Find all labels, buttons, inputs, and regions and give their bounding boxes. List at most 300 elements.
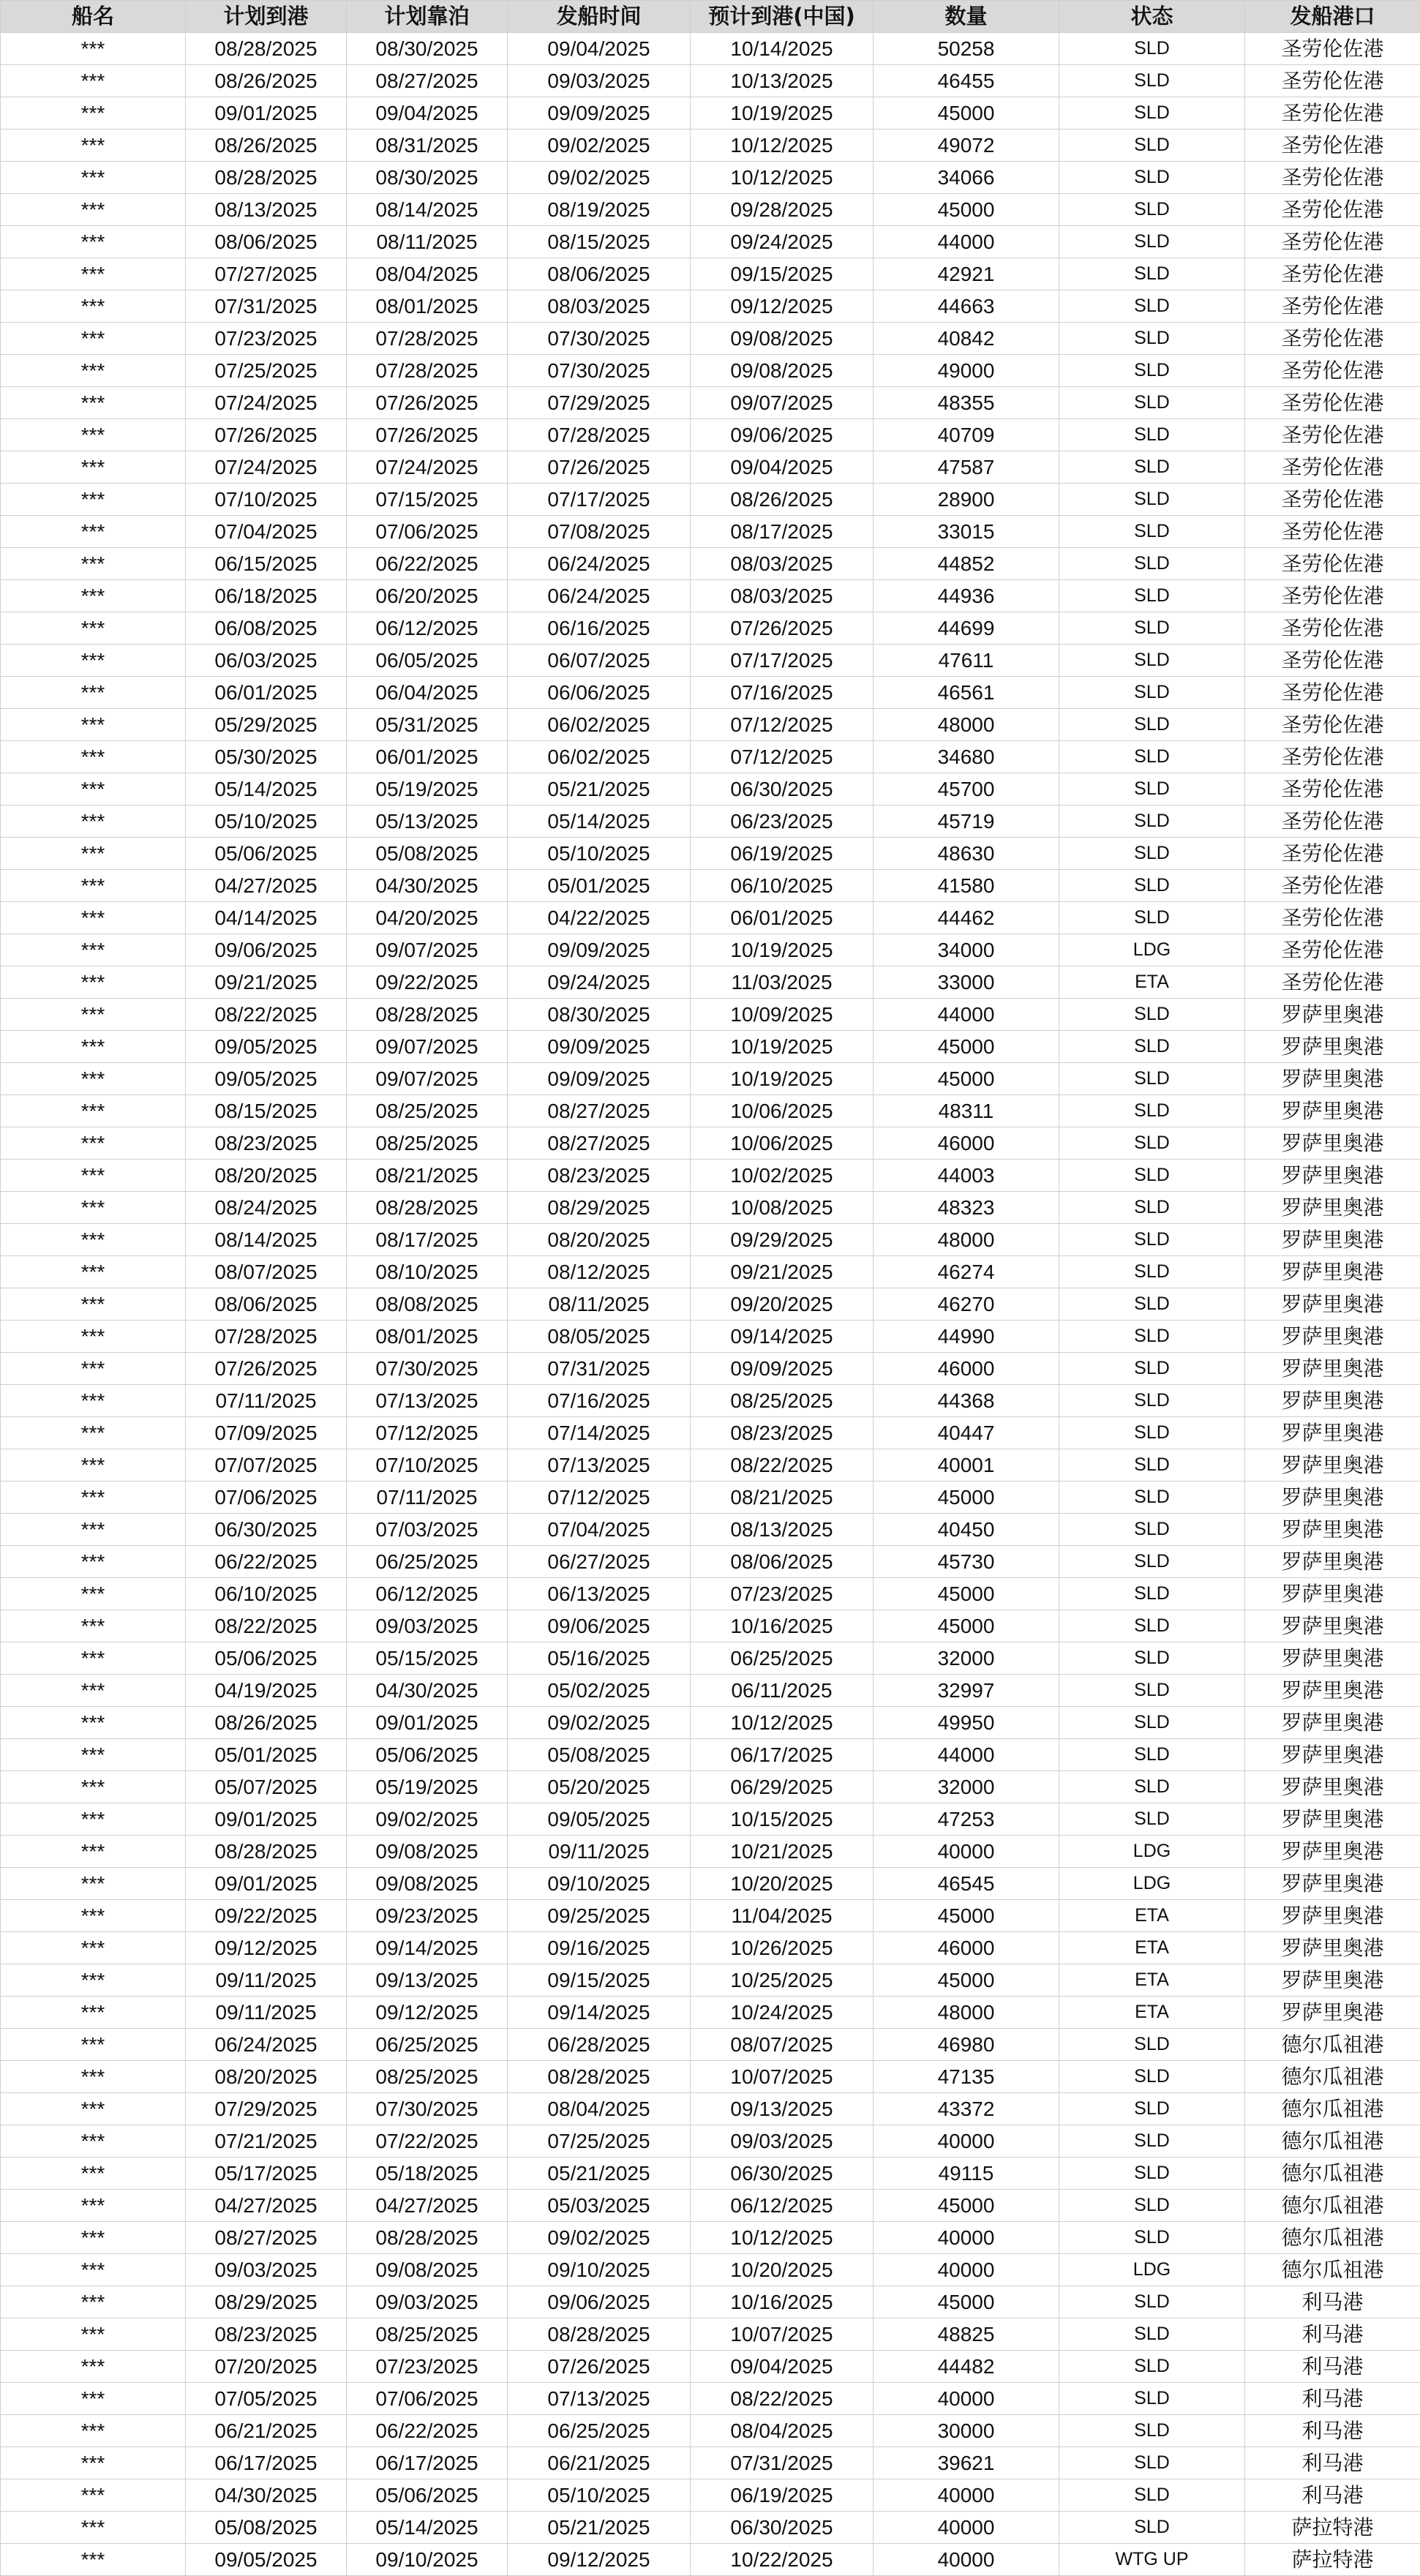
planned-berthing-cell[interactable]: 05/19/2025 [347,773,508,806]
planned-berthing-cell[interactable]: 07/06/2025 [347,516,508,548]
planned-berthing-cell[interactable]: 09/14/2025 [347,1932,508,1964]
planned-arrival-cell[interactable]: 05/17/2025 [186,2158,347,2190]
planned-arrival-cell[interactable]: 06/10/2025 [186,1578,347,1610]
planned-arrival-cell[interactable]: 07/11/2025 [186,1385,347,1417]
planned-berthing-cell[interactable]: 06/04/2025 [347,677,508,709]
eta-china-cell[interactable]: 06/17/2025 [691,1739,874,1771]
status-cell[interactable]: SLD [1059,1095,1245,1127]
planned-berthing-cell[interactable]: 06/12/2025 [347,612,508,645]
ship-name-cell[interactable]: *** [1,162,186,194]
planned-arrival-cell[interactable]: 06/15/2025 [186,548,347,580]
departure-time-cell[interactable]: 07/16/2025 [508,1385,691,1417]
eta-china-cell[interactable]: 08/03/2025 [691,548,874,580]
departure-port-cell[interactable]: 圣劳伦佐港 [1245,934,1420,966]
planned-berthing-cell[interactable]: 08/01/2025 [347,1321,508,1353]
planned-arrival-cell[interactable]: 06/30/2025 [186,1514,347,1546]
eta-china-cell[interactable]: 08/22/2025 [691,2383,874,2415]
departure-port-cell[interactable]: 圣劳伦佐港 [1245,645,1420,677]
planned-arrival-cell[interactable]: 07/23/2025 [186,323,347,355]
eta-china-cell[interactable]: 06/30/2025 [691,2158,874,2190]
quantity-cell[interactable]: 40000 [874,2512,1059,2544]
planned-berthing-cell[interactable]: 09/08/2025 [347,1836,508,1868]
table-row[interactable] [1,33,1420,65]
eta-china-cell[interactable]: 10/07/2025 [691,2061,874,2093]
departure-port-cell[interactable]: 圣劳伦佐港 [1245,870,1420,902]
quantity-cell[interactable]: 40842 [874,323,1059,355]
status-cell[interactable]: SLD [1059,1739,1245,1771]
quantity-cell[interactable]: 30000 [874,2415,1059,2447]
planned-berthing-cell[interactable]: 06/22/2025 [347,548,508,580]
eta-china-cell[interactable]: 07/16/2025 [691,677,874,709]
table-row[interactable] [1,2479,1420,2512]
eta-china-cell[interactable]: 09/28/2025 [691,194,874,226]
eta-china-cell[interactable]: 09/20/2025 [691,1288,874,1321]
table-row[interactable] [1,484,1420,516]
departure-time-cell[interactable]: 07/31/2025 [508,1353,691,1385]
eta-china-cell[interactable]: 10/12/2025 [691,162,874,194]
departure-port-cell[interactable]: 圣劳伦佐港 [1245,612,1420,645]
departure-time-cell[interactable]: 07/17/2025 [508,484,691,516]
eta-china-cell[interactable]: 11/03/2025 [691,966,874,999]
quantity-cell[interactable]: 44852 [874,548,1059,580]
ship-name-cell[interactable]: *** [1,2286,186,2318]
planned-arrival-cell[interactable]: 05/29/2025 [186,709,347,741]
departure-time-cell[interactable]: 09/06/2025 [508,1610,691,1642]
table-row[interactable] [1,934,1420,966]
departure-time-cell[interactable]: 06/21/2025 [508,2447,691,2479]
departure-time-cell[interactable]: 09/02/2025 [508,2222,691,2254]
eta-china-cell[interactable]: 08/17/2025 [691,516,874,548]
eta-china-cell[interactable]: 06/30/2025 [691,2512,874,2544]
planned-berthing-cell[interactable]: 07/30/2025 [347,1353,508,1385]
eta-china-cell[interactable]: 08/22/2025 [691,1449,874,1482]
table-row[interactable] [1,323,1420,355]
planned-berthing-cell[interactable]: 06/01/2025 [347,741,508,773]
departure-port-cell[interactable]: 圣劳伦佐港 [1245,33,1420,65]
planned-berthing-cell[interactable]: 09/22/2025 [347,966,508,999]
departure-time-cell[interactable]: 08/28/2025 [508,2061,691,2093]
ship-name-cell[interactable]: *** [1,1063,186,1095]
ship-name-cell[interactable]: *** [1,1803,186,1836]
departure-time-cell[interactable]: 07/04/2025 [508,1514,691,1546]
departure-port-cell[interactable]: 罗萨里奥港 [1245,1771,1420,1803]
departure-port-cell[interactable]: 罗萨里奥港 [1245,1160,1420,1192]
planned-berthing-cell[interactable]: 05/31/2025 [347,709,508,741]
ship-name-cell[interactable]: *** [1,1353,186,1385]
quantity-cell[interactable]: 46000 [874,1353,1059,1385]
quantity-cell[interactable]: 46274 [874,1256,1059,1288]
eta-china-cell[interactable]: 06/29/2025 [691,1771,874,1803]
ship-name-cell[interactable]: *** [1,1868,186,1900]
status-cell[interactable]: SLD [1059,323,1245,355]
ship-name-cell[interactable]: *** [1,1095,186,1127]
departure-port-cell[interactable]: 罗萨里奥港 [1245,1224,1420,1256]
departure-port-cell[interactable]: 利马港 [1245,2447,1420,2479]
ship-name-cell[interactable]: *** [1,1417,186,1449]
quantity-cell[interactable]: 39621 [874,2447,1059,2479]
ship-name-cell[interactable]: *** [1,484,186,516]
ship-name-cell[interactable]: *** [1,2544,186,2576]
quantity-cell[interactable]: 46455 [874,65,1059,97]
table-row[interactable] [1,2093,1420,2125]
planned-berthing-cell[interactable]: 09/08/2025 [347,2254,508,2286]
status-cell[interactable]: SLD [1059,2222,1245,2254]
planned-arrival-cell[interactable]: 08/14/2025 [186,1224,347,1256]
departure-time-cell[interactable]: 05/21/2025 [508,2512,691,2544]
planned-arrival-cell[interactable]: 07/20/2025 [186,2351,347,2383]
status-cell[interactable]: SLD [1059,290,1245,323]
planned-arrival-cell[interactable]: 06/18/2025 [186,580,347,612]
departure-time-cell[interactable]: 07/25/2025 [508,2125,691,2158]
table-row[interactable] [1,1546,1420,1578]
planned-berthing-cell[interactable]: 06/20/2025 [347,580,508,612]
table-row[interactable] [1,162,1420,194]
planned-arrival-cell[interactable]: 07/28/2025 [186,1321,347,1353]
eta-china-cell[interactable]: 06/11/2025 [691,1675,874,1707]
quantity-cell[interactable]: 44368 [874,1385,1059,1417]
departure-port-cell[interactable]: 圣劳伦佐港 [1245,773,1420,806]
planned-arrival-cell[interactable]: 08/06/2025 [186,1288,347,1321]
quantity-cell[interactable]: 44000 [874,999,1059,1031]
ship-name-cell[interactable]: *** [1,2479,186,2512]
quantity-cell[interactable]: 34000 [874,934,1059,966]
planned-berthing-cell[interactable]: 09/04/2025 [347,97,508,129]
departure-port-cell[interactable]: 圣劳伦佐港 [1245,902,1420,934]
quantity-cell[interactable]: 44699 [874,612,1059,645]
departure-port-cell[interactable]: 罗萨里奥港 [1245,1900,1420,1932]
planned-berthing-cell[interactable]: 06/17/2025 [347,2447,508,2479]
quantity-cell[interactable]: 33000 [874,966,1059,999]
ship-name-cell[interactable]: *** [1,2061,186,2093]
planned-arrival-cell[interactable]: 05/06/2025 [186,838,347,870]
eta-china-cell[interactable]: 10/21/2025 [691,1836,874,1868]
planned-berthing-cell[interactable]: 09/23/2025 [347,1900,508,1932]
table-row[interactable] [1,870,1420,902]
planned-berthing-cell[interactable]: 08/25/2025 [347,1127,508,1160]
planned-berthing-cell[interactable]: 08/25/2025 [347,1095,508,1127]
status-cell[interactable]: LDG [1059,934,1245,966]
departure-time-cell[interactable]: 05/21/2025 [508,2158,691,2190]
planned-arrival-cell[interactable]: 09/05/2025 [186,1063,347,1095]
ship-name-cell[interactable]: *** [1,2158,186,2190]
planned-berthing-cell[interactable]: 08/27/2025 [347,65,508,97]
status-cell[interactable]: SLD [1059,2318,1245,2351]
planned-arrival-cell[interactable]: 08/22/2025 [186,1610,347,1642]
departure-port-cell[interactable]: 圣劳伦佐港 [1245,548,1420,580]
eta-china-cell[interactable]: 10/16/2025 [691,2286,874,2318]
header-planned-arrival[interactable]: 计划到港 [186,1,347,33]
ship-name-cell[interactable]: *** [1,451,186,484]
departure-port-cell[interactable]: 圣劳伦佐港 [1245,966,1420,999]
ship-name-cell[interactable]: *** [1,2383,186,2415]
table-row[interactable] [1,290,1420,323]
eta-china-cell[interactable]: 10/08/2025 [691,1192,874,1224]
departure-port-cell[interactable]: 利马港 [1245,2318,1420,2351]
ship-name-cell[interactable]: *** [1,612,186,645]
quantity-cell[interactable]: 40000 [874,2254,1059,2286]
departure-port-cell[interactable]: 罗萨里奥港 [1245,1353,1420,1385]
planned-arrival-cell[interactable]: 09/21/2025 [186,966,347,999]
status-cell[interactable]: SLD [1059,484,1245,516]
ship-name-cell[interactable]: *** [1,1739,186,1771]
departure-time-cell[interactable]: 07/26/2025 [508,2351,691,2383]
planned-berthing-cell[interactable]: 07/11/2025 [347,1482,508,1514]
status-cell[interactable]: SLD [1059,226,1245,258]
planned-berthing-cell[interactable]: 09/07/2025 [347,1031,508,1063]
departure-port-cell[interactable]: 圣劳伦佐港 [1245,226,1420,258]
departure-time-cell[interactable]: 09/09/2025 [508,1031,691,1063]
planned-arrival-cell[interactable]: 07/07/2025 [186,1449,347,1482]
status-cell[interactable]: SLD [1059,580,1245,612]
eta-china-cell[interactable]: 10/12/2025 [691,1707,874,1739]
status-cell[interactable]: SLD [1059,1578,1245,1610]
ship-name-cell[interactable]: *** [1,1836,186,1868]
planned-berthing-cell[interactable]: 07/24/2025 [347,451,508,484]
table-row[interactable] [1,709,1420,741]
planned-berthing-cell[interactable]: 05/19/2025 [347,1771,508,1803]
departure-time-cell[interactable]: 09/12/2025 [508,2544,691,2576]
planned-berthing-cell[interactable]: 09/03/2025 [347,2286,508,2318]
departure-port-cell[interactable]: 罗萨里奥港 [1245,1321,1420,1353]
table-row[interactable] [1,2222,1420,2254]
status-cell[interactable]: SLD [1059,838,1245,870]
departure-time-cell[interactable]: 07/14/2025 [508,1417,691,1449]
planned-arrival-cell[interactable]: 04/14/2025 [186,902,347,934]
planned-arrival-cell[interactable]: 05/01/2025 [186,1739,347,1771]
planned-arrival-cell[interactable]: 08/06/2025 [186,226,347,258]
status-cell[interactable]: SLD [1059,1192,1245,1224]
departure-port-cell[interactable]: 圣劳伦佐港 [1245,709,1420,741]
planned-arrival-cell[interactable]: 09/12/2025 [186,1932,347,1964]
departure-port-cell[interactable]: 圣劳伦佐港 [1245,451,1420,484]
ship-name-cell[interactable]: *** [1,1771,186,1803]
ship-name-cell[interactable]: *** [1,934,186,966]
status-cell[interactable]: ETA [1059,1964,1245,1997]
table-row[interactable] [1,2029,1420,2061]
status-cell[interactable]: SLD [1059,1610,1245,1642]
header-departure-time[interactable]: 发船时间 [508,1,691,33]
departure-time-cell[interactable]: 08/15/2025 [508,226,691,258]
status-cell[interactable]: SLD [1059,1546,1245,1578]
status-cell[interactable]: SLD [1059,65,1245,97]
ship-name-cell[interactable]: *** [1,2093,186,2125]
ship-name-cell[interactable]: *** [1,1482,186,1514]
departure-port-cell[interactable]: 圣劳伦佐港 [1245,484,1420,516]
planned-arrival-cell[interactable]: 07/26/2025 [186,1353,347,1385]
ship-name-cell[interactable]: *** [1,1997,186,2029]
eta-china-cell[interactable]: 07/17/2025 [691,645,874,677]
ship-name-cell[interactable]: *** [1,902,186,934]
table-row[interactable] [1,2254,1420,2286]
status-cell[interactable]: SLD [1059,1417,1245,1449]
table-row[interactable] [1,1256,1420,1288]
eta-china-cell[interactable]: 09/06/2025 [691,419,874,451]
planned-berthing-cell[interactable]: 07/23/2025 [347,2351,508,2383]
planned-berthing-cell[interactable]: 05/06/2025 [347,2479,508,2512]
departure-time-cell[interactable]: 05/21/2025 [508,773,691,806]
departure-port-cell[interactable]: 利马港 [1245,2415,1420,2447]
quantity-cell[interactable]: 48323 [874,1192,1059,1224]
ship-name-cell[interactable]: *** [1,1707,186,1739]
ship-name-cell[interactable]: *** [1,1900,186,1932]
table-row[interactable] [1,1836,1420,1868]
departure-port-cell[interactable]: 德尔瓜祖港 [1245,2254,1420,2286]
departure-time-cell[interactable]: 09/06/2025 [508,2286,691,2318]
planned-arrival-cell[interactable]: 07/04/2025 [186,516,347,548]
planned-arrival-cell[interactable]: 08/15/2025 [186,1095,347,1127]
quantity-cell[interactable]: 45000 [874,1610,1059,1642]
planned-berthing-cell[interactable]: 08/21/2025 [347,1160,508,1192]
status-cell[interactable]: SLD [1059,2158,1245,2190]
eta-china-cell[interactable]: 10/06/2025 [691,1127,874,1160]
header-departure-port[interactable]: 发船港口 [1245,1,1420,33]
table-row[interactable] [1,516,1420,548]
ship-name-cell[interactable]: *** [1,2125,186,2158]
ship-name-cell[interactable]: *** [1,741,186,773]
planned-arrival-cell[interactable]: 07/05/2025 [186,2383,347,2415]
ship-name-cell[interactable]: *** [1,194,186,226]
planned-berthing-cell[interactable]: 05/06/2025 [347,1739,508,1771]
planned-arrival-cell[interactable]: 08/26/2025 [186,129,347,162]
quantity-cell[interactable]: 34066 [874,162,1059,194]
ship-name-cell[interactable]: *** [1,677,186,709]
planned-berthing-cell[interactable]: 07/15/2025 [347,484,508,516]
departure-port-cell[interactable]: 圣劳伦佐港 [1245,129,1420,162]
quantity-cell[interactable]: 45719 [874,806,1059,838]
eta-china-cell[interactable]: 10/14/2025 [691,33,874,65]
planned-berthing-cell[interactable]: 07/26/2025 [347,387,508,419]
status-cell[interactable]: WTG UP [1059,2544,1245,2576]
eta-china-cell[interactable]: 06/25/2025 [691,1642,874,1675]
quantity-cell[interactable]: 45000 [874,1964,1059,1997]
table-row[interactable] [1,1771,1420,1803]
quantity-cell[interactable]: 45000 [874,1482,1059,1514]
planned-arrival-cell[interactable]: 07/06/2025 [186,1482,347,1514]
departure-time-cell[interactable]: 05/08/2025 [508,1739,691,1771]
planned-arrival-cell[interactable]: 06/22/2025 [186,1546,347,1578]
planned-arrival-cell[interactable]: 06/03/2025 [186,645,347,677]
planned-arrival-cell[interactable]: 06/21/2025 [186,2415,347,2447]
eta-china-cell[interactable]: 10/15/2025 [691,1803,874,1836]
departure-time-cell[interactable]: 05/16/2025 [508,1642,691,1675]
planned-berthing-cell[interactable]: 08/28/2025 [347,1192,508,1224]
eta-china-cell[interactable]: 09/09/2025 [691,1353,874,1385]
departure-time-cell[interactable]: 09/09/2025 [508,934,691,966]
planned-berthing-cell[interactable]: 08/30/2025 [347,162,508,194]
eta-china-cell[interactable]: 07/12/2025 [691,709,874,741]
quantity-cell[interactable]: 45000 [874,2190,1059,2222]
status-cell[interactable]: SLD [1059,2286,1245,2318]
planned-arrival-cell[interactable]: 09/05/2025 [186,2544,347,2576]
table-row[interactable] [1,1288,1420,1321]
planned-berthing-cell[interactable]: 09/08/2025 [347,1868,508,1900]
status-cell[interactable]: SLD [1059,2447,1245,2479]
table-row[interactable] [1,741,1420,773]
table-row[interactable] [1,1385,1420,1417]
quantity-cell[interactable]: 32000 [874,1771,1059,1803]
table-row[interactable] [1,1417,1420,1449]
header-status[interactable]: 状态 [1059,1,1245,33]
planned-arrival-cell[interactable]: 09/01/2025 [186,97,347,129]
table-row[interactable] [1,1803,1420,1836]
eta-china-cell[interactable]: 07/26/2025 [691,612,874,645]
departure-time-cell[interactable]: 06/24/2025 [508,580,691,612]
departure-time-cell[interactable]: 06/27/2025 [508,1546,691,1578]
departure-time-cell[interactable]: 09/14/2025 [508,1997,691,2029]
departure-time-cell[interactable]: 07/29/2025 [508,387,691,419]
quantity-cell[interactable]: 48825 [874,2318,1059,2351]
status-cell[interactable]: SLD [1059,2415,1245,2447]
departure-port-cell[interactable]: 罗萨里奥港 [1245,1417,1420,1449]
departure-time-cell[interactable]: 06/24/2025 [508,548,691,580]
quantity-cell[interactable]: 40000 [874,2383,1059,2415]
departure-time-cell[interactable]: 08/19/2025 [508,194,691,226]
quantity-cell[interactable]: 49115 [874,2158,1059,2190]
ship-name-cell[interactable]: *** [1,258,186,290]
departure-time-cell[interactable]: 06/16/2025 [508,612,691,645]
eta-china-cell[interactable]: 10/20/2025 [691,2254,874,2286]
ship-name-cell[interactable]: *** [1,2254,186,2286]
departure-port-cell[interactable]: 罗萨里奥港 [1245,1642,1420,1675]
ship-name-cell[interactable]: *** [1,999,186,1031]
planned-berthing-cell[interactable]: 08/17/2025 [347,1224,508,1256]
planned-arrival-cell[interactable]: 08/23/2025 [186,2318,347,2351]
table-row[interactable] [1,387,1420,419]
quantity-cell[interactable]: 49072 [874,129,1059,162]
departure-time-cell[interactable]: 09/09/2025 [508,1063,691,1095]
status-cell[interactable]: SLD [1059,258,1245,290]
status-cell[interactable]: SLD [1059,129,1245,162]
ship-name-cell[interactable]: *** [1,290,186,323]
eta-china-cell[interactable]: 10/25/2025 [691,1964,874,1997]
departure-time-cell[interactable]: 07/12/2025 [508,1482,691,1514]
departure-port-cell[interactable]: 利马港 [1245,2286,1420,2318]
quantity-cell[interactable]: 33015 [874,516,1059,548]
status-cell[interactable]: SLD [1059,1288,1245,1321]
planned-arrival-cell[interactable]: 07/09/2025 [186,1417,347,1449]
planned-berthing-cell[interactable]: 08/11/2025 [347,226,508,258]
table-row[interactable] [1,97,1420,129]
departure-port-cell[interactable]: 圣劳伦佐港 [1245,97,1420,129]
status-cell[interactable]: SLD [1059,2029,1245,2061]
table-row[interactable] [1,2318,1420,2351]
ship-name-cell[interactable]: *** [1,129,186,162]
eta-china-cell[interactable]: 08/03/2025 [691,580,874,612]
departure-port-cell[interactable]: 利马港 [1245,2479,1420,2512]
table-row[interactable] [1,129,1420,162]
quantity-cell[interactable]: 44000 [874,1739,1059,1771]
planned-berthing-cell[interactable]: 06/05/2025 [347,645,508,677]
planned-arrival-cell[interactable]: 06/17/2025 [186,2447,347,2479]
departure-port-cell[interactable]: 罗萨里奥港 [1245,1063,1420,1095]
table-row[interactable] [1,1353,1420,1385]
departure-time-cell[interactable]: 08/27/2025 [508,1095,691,1127]
planned-berthing-cell[interactable]: 09/07/2025 [347,1063,508,1095]
departure-port-cell[interactable]: 圣劳伦佐港 [1245,323,1420,355]
departure-time-cell[interactable]: 08/11/2025 [508,1288,691,1321]
table-row[interactable] [1,419,1420,451]
quantity-cell[interactable]: 48311 [874,1095,1059,1127]
ship-name-cell[interactable]: *** [1,1578,186,1610]
table-row[interactable] [1,806,1420,838]
quantity-cell[interactable]: 48000 [874,1224,1059,1256]
quantity-cell[interactable]: 46270 [874,1288,1059,1321]
status-cell[interactable]: SLD [1059,1385,1245,1417]
eta-china-cell[interactable]: 10/09/2025 [691,999,874,1031]
status-cell[interactable]: SLD [1059,1514,1245,1546]
status-cell[interactable]: SLD [1059,33,1245,65]
table-row[interactable] [1,1321,1420,1353]
